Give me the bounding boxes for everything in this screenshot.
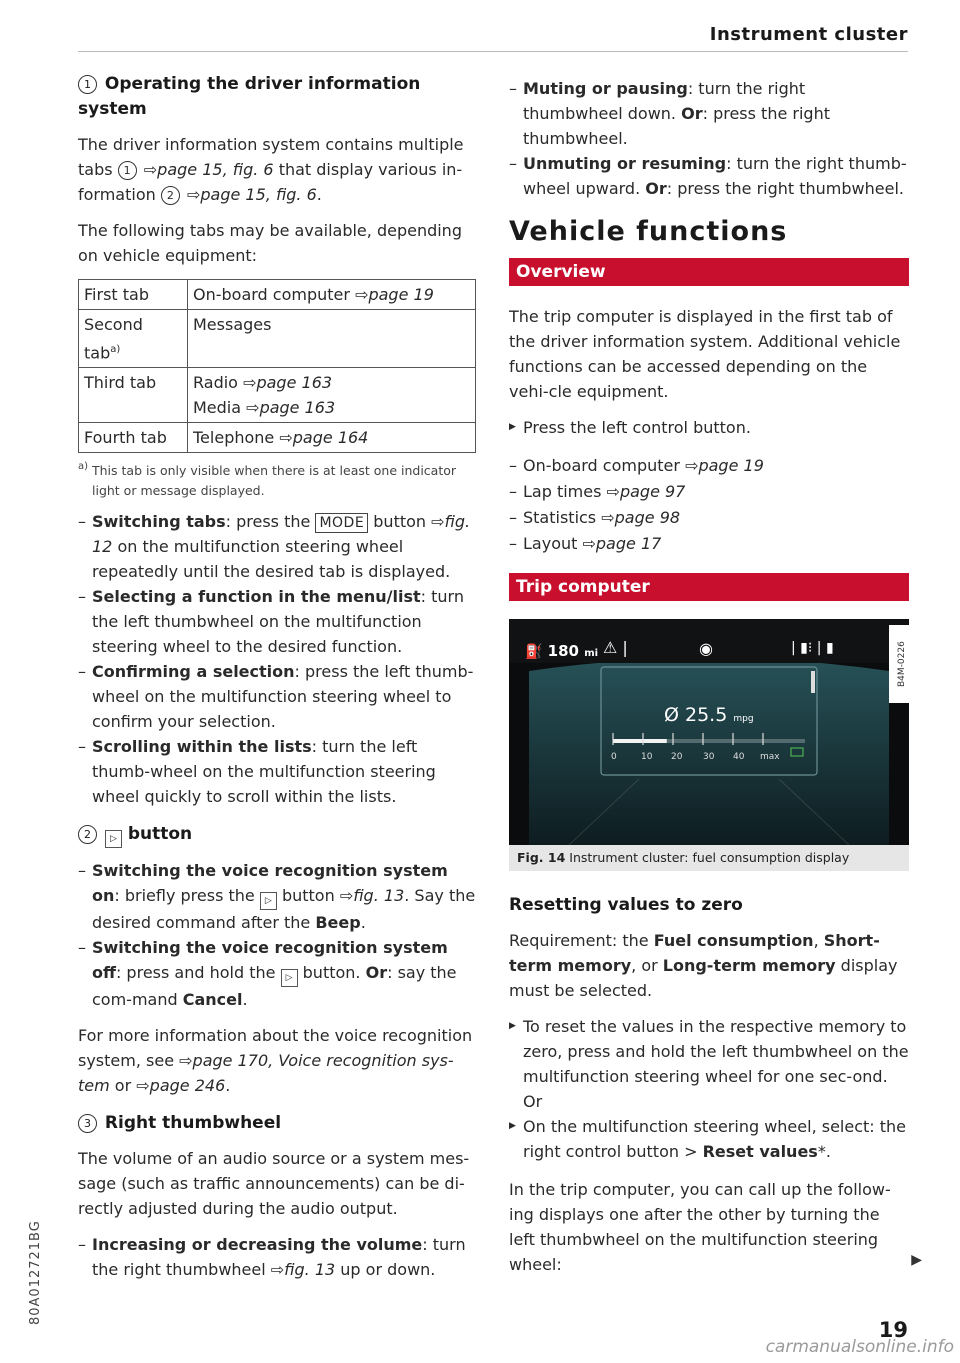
ref-arrow-icon: ⇨ bbox=[606, 482, 620, 501]
page-ref-link[interactable]: page 17 bbox=[595, 534, 662, 553]
status-icons: | ▮⁝ | ▮ bbox=[791, 640, 834, 656]
consumption-value: Ø 25.5 mpg bbox=[664, 704, 754, 726]
overview-bar: Overview bbox=[509, 258, 909, 286]
page-ref-link[interactable]: fig. 13 bbox=[353, 886, 405, 906]
list-item: – Switching the voice recognition system on: briefly press the ▷ button ⇨fig. 13. Say the desired command after the Beep. bbox=[78, 858, 476, 935]
page-ref-link[interactable]: page 163 bbox=[259, 398, 336, 418]
ref-arrow-icon: ⇨ bbox=[270, 1260, 285, 1280]
list-item: – On-board computer ⇨page 19 bbox=[509, 453, 909, 479]
document-code: 80A012721BG bbox=[28, 1220, 43, 1325]
ref-arrow-icon: ⇨ bbox=[431, 512, 445, 532]
ref-arrow-icon: ⇨ bbox=[339, 886, 354, 906]
list-item: – Switching tabs: press the MODE button ⇨fig. 12 on the multifunction steering wheel repeatedly until the desired tab is displayed. bbox=[78, 509, 476, 584]
vehicle-functions-heading: Vehicle functions bbox=[509, 216, 788, 247]
ref-arrow-icon: ⇨ bbox=[601, 508, 615, 527]
page-number: 19 bbox=[878, 1318, 908, 1342]
tabs-intro: The following tabs may be available, depending on vehicle equipment: bbox=[78, 221, 462, 265]
ref-arrow-icon: ⇨ bbox=[279, 428, 293, 448]
page-ref-link[interactable]: page 97 bbox=[619, 482, 686, 501]
ref-arrow-icon: ⇨ bbox=[136, 1076, 150, 1096]
ref-arrow-icon: ⇨ bbox=[243, 373, 257, 393]
section-1-heading: 1 Operating the driver information system bbox=[78, 74, 421, 119]
callout-number-icon: 2 bbox=[161, 186, 180, 205]
fuel-pump-icon: ⛽ bbox=[525, 644, 543, 660]
header-rule bbox=[78, 51, 908, 52]
section-2-heading: 2 ▷ button bbox=[78, 822, 476, 848]
fuel-consumption-figure bbox=[509, 619, 909, 845]
list-item: – Muting or pausing: turn the right thumbwheel down. Or: press the right thumbwheel. bbox=[509, 76, 909, 151]
list-item: – Selecting a function in the menu/list: turn the left thumbwheel on the multifunction steering wheel to the desired function. bbox=[78, 584, 476, 659]
page-ref-link[interactable]: page 170, Voice recognition sys-tem bbox=[78, 1051, 454, 1096]
list-item: – Statistics ⇨page 98 bbox=[509, 505, 909, 531]
page-ref-link[interactable]: page 246 bbox=[149, 1076, 226, 1096]
list-item: – Increasing or decreasing the volume: turn the right thumbwheel ⇨fig. 13 up or down. bbox=[78, 1232, 476, 1282]
table-row: Second tab$^{a)}$ Messages bbox=[79, 310, 476, 368]
figure-caption: Fig. 14 Instrument cluster: fuel consumption display bbox=[509, 845, 909, 871]
tabs-table bbox=[78, 279, 476, 453]
step-item: ▶ To reset the values in the respective memory to zero, press and hold the left thumbwheel on the multifunction steering wheel for one sec-ond. Or bbox=[509, 1014, 909, 1114]
left-column bbox=[78, 72, 476, 1282]
callout-number-icon: 2 bbox=[78, 825, 97, 844]
table-row: Third tab Radio ⇨page 163 Media ⇨page 163 bbox=[79, 368, 476, 423]
voice-more-info: For more information about the voice recognition system, see ⇨page 170, Voice recognition sys-tem or ⇨page 246. bbox=[78, 1026, 473, 1096]
list-item: – Lap times ⇨page 97 bbox=[509, 479, 909, 505]
list-item: – Confirming a selection: press the left thumb-wheel on the multifunction steering wheel to confirm your selection. bbox=[78, 659, 476, 734]
ref-arrow-icon: ⇨ bbox=[582, 534, 596, 553]
page-ref-link[interactable]: page 15, fig. 6 bbox=[200, 185, 317, 204]
watermark: carmanualsonline.info bbox=[765, 1337, 954, 1357]
page-ref-link[interactable]: page 19 bbox=[368, 285, 434, 304]
list-item: – Switching the voice recognition system off: press and hold the ▷ button. Or: say the com-mand Cancel. bbox=[78, 935, 476, 1012]
range-readout: ⛽ 180 mi bbox=[525, 642, 599, 660]
tick-label: 40 bbox=[733, 752, 745, 762]
step-item: ▶ Press the left control button. bbox=[509, 415, 909, 440]
tick-label: 20 bbox=[671, 752, 683, 762]
page-ref-link[interactable]: page 164 bbox=[292, 428, 369, 448]
section-3-heading: 3 Right thumbwheel bbox=[78, 1111, 476, 1136]
table-row: First tab On-board computer ⇨page 19 bbox=[79, 280, 476, 310]
table-row: Fourth tab Telephone ⇨page 164 bbox=[79, 423, 476, 453]
running-header: Instrument cluster bbox=[709, 24, 908, 45]
list-item: – Unmuting or resuming: turn the right thumb-wheel upward. Or: press the right thumbwheel. bbox=[509, 151, 909, 201]
callout-number-icon: 1 bbox=[118, 161, 137, 180]
drive-mode-icon: ◉ bbox=[699, 639, 713, 658]
tick-label: 0 bbox=[611, 752, 617, 762]
callout-number-icon: 1 bbox=[78, 75, 97, 94]
right-column bbox=[509, 72, 909, 1288]
page-ref-link[interactable]: fig. 12 bbox=[92, 512, 471, 557]
thumbwheel-paragraph: The volume of an audio source or a system mes-sage (such as traffic announcements) can be di-rectly adjusted during the audio output. bbox=[78, 1149, 470, 1219]
tick-label: 10 bbox=[641, 752, 653, 762]
voice-recognition-icon: ▷ bbox=[281, 969, 298, 987]
trip-computer-bar: Trip computer bbox=[509, 573, 909, 601]
overview-list bbox=[509, 453, 909, 557]
voice-recognition-icon: ▷ bbox=[260, 892, 277, 910]
ref-arrow-icon: ⇨ bbox=[143, 160, 158, 179]
tick-labels bbox=[509, 745, 909, 762]
displays-paragraph: In the trip computer, you can call up the follow-ing displays one after the other by turning the left thumbwheel on the multifunction steering wheel: bbox=[509, 1180, 891, 1274]
ref-arrow-icon: ⇨ bbox=[186, 185, 201, 204]
overview-paragraph: The trip computer is displayed in the first tab of the driver information system. Additional vehicle functions can be accessed depending on the vehi-cle equipment. bbox=[509, 307, 901, 401]
list-item: – Layout ⇨page 17 bbox=[509, 531, 909, 557]
callout-number-icon: 3 bbox=[78, 1114, 97, 1133]
page-ref-link[interactable]: fig. 13 bbox=[284, 1260, 336, 1280]
intro-paragraph: The driver information system contains multiple tabs 1 ⇨page 15, fig. 6 that display various in-formation 2 ⇨page 15, fig. 6. bbox=[78, 135, 464, 204]
voice-recognition-icon: ▷ bbox=[105, 830, 122, 848]
page-ref-link[interactable]: page 163 bbox=[256, 373, 333, 393]
ref-arrow-icon: ⇨ bbox=[355, 285, 369, 304]
list-item: – Scrolling within the lists: turn the left thumb-wheel on the multifunction steering wheel quickly to scroll within the lists. bbox=[78, 734, 476, 809]
ref-arrow-icon: ⇨ bbox=[179, 1051, 193, 1071]
warning-icon: ⚠ | bbox=[603, 638, 628, 657]
page-ref-link[interactable]: page 19 bbox=[698, 456, 764, 475]
ref-arrow-icon: ⇨ bbox=[685, 456, 699, 475]
reset-heading: Resetting values to zero bbox=[509, 895, 743, 915]
ref-arrow-icon: ⇨ bbox=[246, 398, 260, 418]
requirement: Requirement: the Fuel consumption, Short-term memory, or Long-term memory display must be selected. bbox=[509, 931, 898, 1000]
page-ref-link[interactable]: page 98 bbox=[614, 508, 681, 527]
figure-code: B4M-0226 bbox=[889, 625, 909, 703]
step-item: ▶ On the multifunction steering wheel, select: the right control button > Reset values*. bbox=[509, 1114, 909, 1164]
table-footnote: a) This tab is only visible when there is at least one indicator light or message displayed. bbox=[78, 461, 457, 499]
mode-key-icon: MODE bbox=[315, 513, 368, 533]
tick-label: max bbox=[760, 752, 780, 762]
continue-arrow-icon: ▶ bbox=[911, 1252, 922, 1268]
tick-label: 30 bbox=[703, 752, 715, 762]
page-ref-link[interactable]: page 15, fig. 6 bbox=[157, 160, 274, 179]
